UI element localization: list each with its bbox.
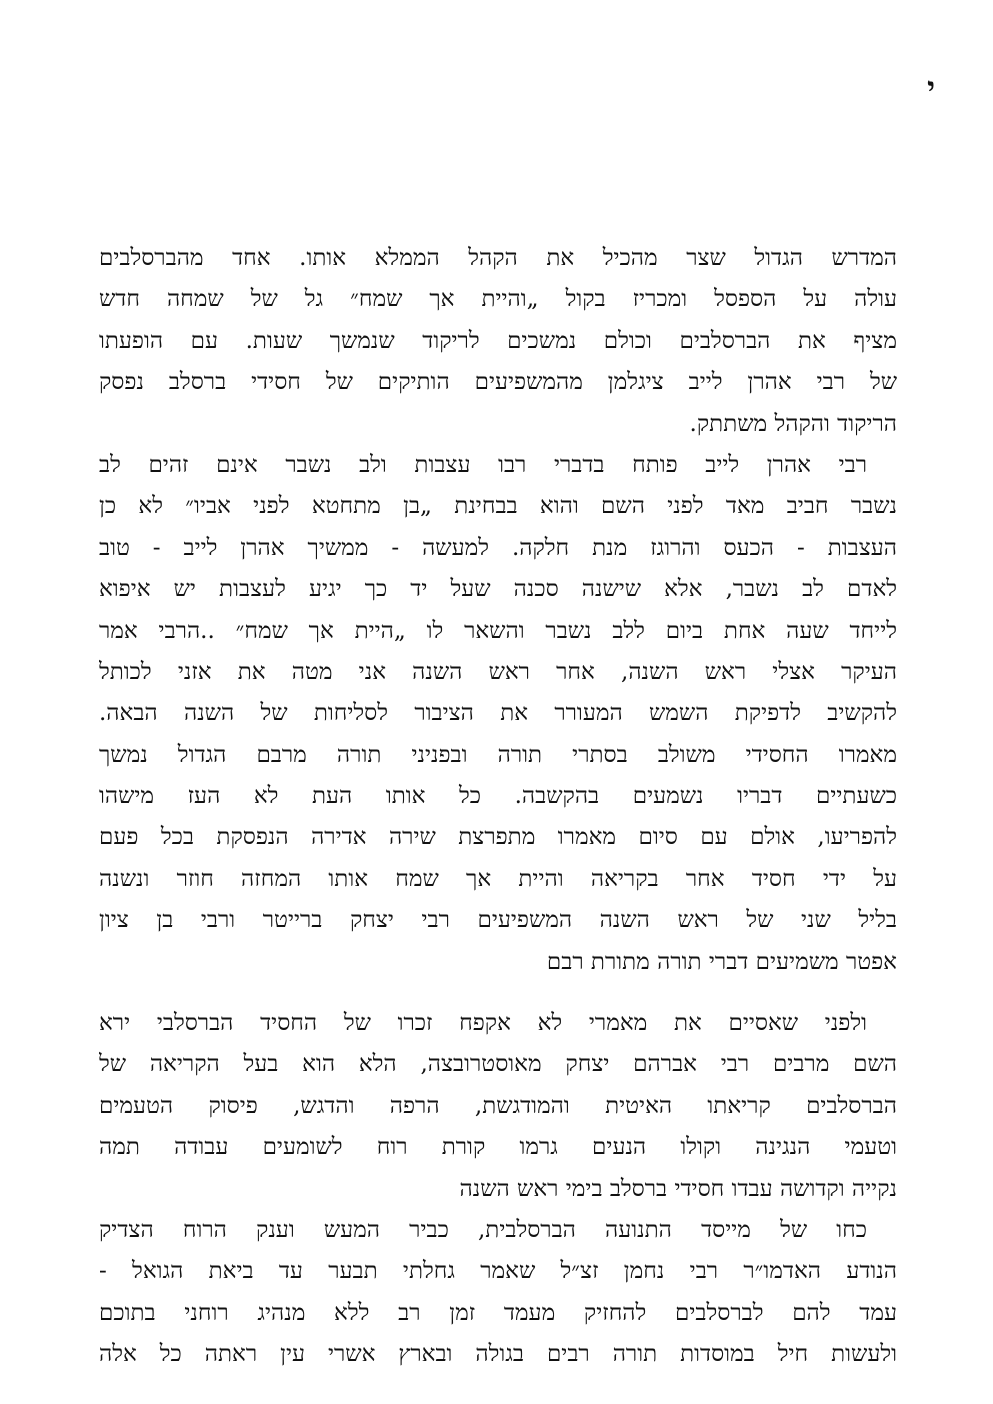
text-line: נשבר חביב מאד לפני השם והוא בבחינת „בן מתחטא לפני אביו״ לא כן	[99, 493, 897, 520]
text-line: לייחד שעה אחת ביום ללב נשבר והשאר לו „היית אך שמח״ ..הרבי אמר	[99, 617, 897, 644]
paragraph-gap	[99, 983, 897, 1003]
text-line: להקשיב לדפיקת השמש המעורר את הציבור לסליחות של השנה הבאה.	[99, 700, 897, 727]
text-line: מציף את הברסלבים וכולם נמשכים לריקוד שנמשך שעות. עם הופעתו	[99, 327, 897, 354]
text-line: אפטר משמיעים דברי תורה מתורת רבם	[546, 948, 897, 975]
text-line: העצבות - הכעס והרוגז מנת חלקה. למעשה - ממשיך אהרן לייב - טוב	[99, 534, 897, 561]
text-line: הברסלבים קריאתו האיטית והמודגשת, הרפה והדגש, פיסוק הטעמים	[99, 1092, 897, 1119]
text-line: להפריעו, אולם עם סיום מאמרו מתפרצת שירה אדירה הנפסקת בכל פעם	[99, 824, 897, 851]
page-number: י	[927, 71, 935, 106]
text-line: של רבי אהרן לייב ציגלמן מהמשפיעים הותיקים של חסידי ברסלב נפסק	[99, 369, 897, 396]
text-line: עולה על הספסל ומכריז בקול „והיית אך שמח״ גל של שמחה חדש	[99, 286, 897, 313]
text-line: הריקוד והקהל משתתק.	[689, 410, 897, 437]
text-line: רבי אהרן לייב פותח בדברי רבו עצבות ולב נשבר אינם זהים לב	[99, 451, 867, 478]
paragraph-1	[99, 238, 897, 445]
text-line: לאדם לב נשבר, אלא שישנה סכנה שעל יד כך יגיע לעצבות יש איפוא	[99, 576, 897, 603]
paragraph-4	[99, 1003, 897, 1210]
text-line: כחו של מייסד התנועה הברסלבית, כביר המעש וענק הרוח הצדיק	[99, 1216, 867, 1243]
text-line: וטעמי הנגינה וקולו הנעים גרמו קורת רוח לשומעים עבודה תמה	[99, 1134, 897, 1161]
text-line: מאמרו החסידי משולב בסתרי תורה ובפניני תורה מרבם הגדול נמשך	[99, 741, 897, 768]
text-line: כשעתיים דבריו נשמעים בהקשבה. כל אותו העת לא העז מישהו	[99, 783, 897, 810]
text-line: ולעשות חיל במוסדות תורה רבים בגולה ובארץ אשרי עין ראתה כל אלה	[99, 1341, 897, 1368]
text-line: נקייה וקדושה עבדו חסידי ברסלב בימי ראש השנה	[459, 1175, 897, 1202]
text-line: בליל שני של ראש השנה המשפיעים רבי יצחק ברייטר ורבי בן ציון	[99, 907, 897, 934]
text-line: ולפני שאסיים את מאמרי לא אקפח זכרו של החסיד הברסלבי ירא	[99, 1010, 867, 1037]
article-body	[99, 238, 897, 1376]
text-line: על ידי חסיד אחר בקריאה והיית אך שמח אותו המחזה חוזר ונשנה	[99, 865, 897, 892]
paragraph-3	[99, 735, 897, 983]
text-line: השם מרבים רבי אברהם יצחק מאוסטרובצה, הלא הוא בעל הקריאה של	[99, 1051, 897, 1078]
paragraph-5	[99, 1210, 897, 1376]
paragraph-2	[99, 445, 897, 735]
text-line: המדרש הגדול שצר מהכיל את הקהל הממלא אותו. אחד מהברסלבים	[99, 245, 897, 271]
text-line: העיקר אצלי ראש השנה, אחר ראש השנה אני מטה את אזני לכותל	[99, 658, 897, 685]
text-line: עמד להם לברסלבים להחזיק מעמד זמן רב ללא מנהיג רוחני בתוכם	[99, 1299, 897, 1326]
text-line: הנודע האדמו״ר רבי נחמן זצ״ל שאמר גחלתי תבער עד ביאת הגואל -	[99, 1258, 897, 1285]
